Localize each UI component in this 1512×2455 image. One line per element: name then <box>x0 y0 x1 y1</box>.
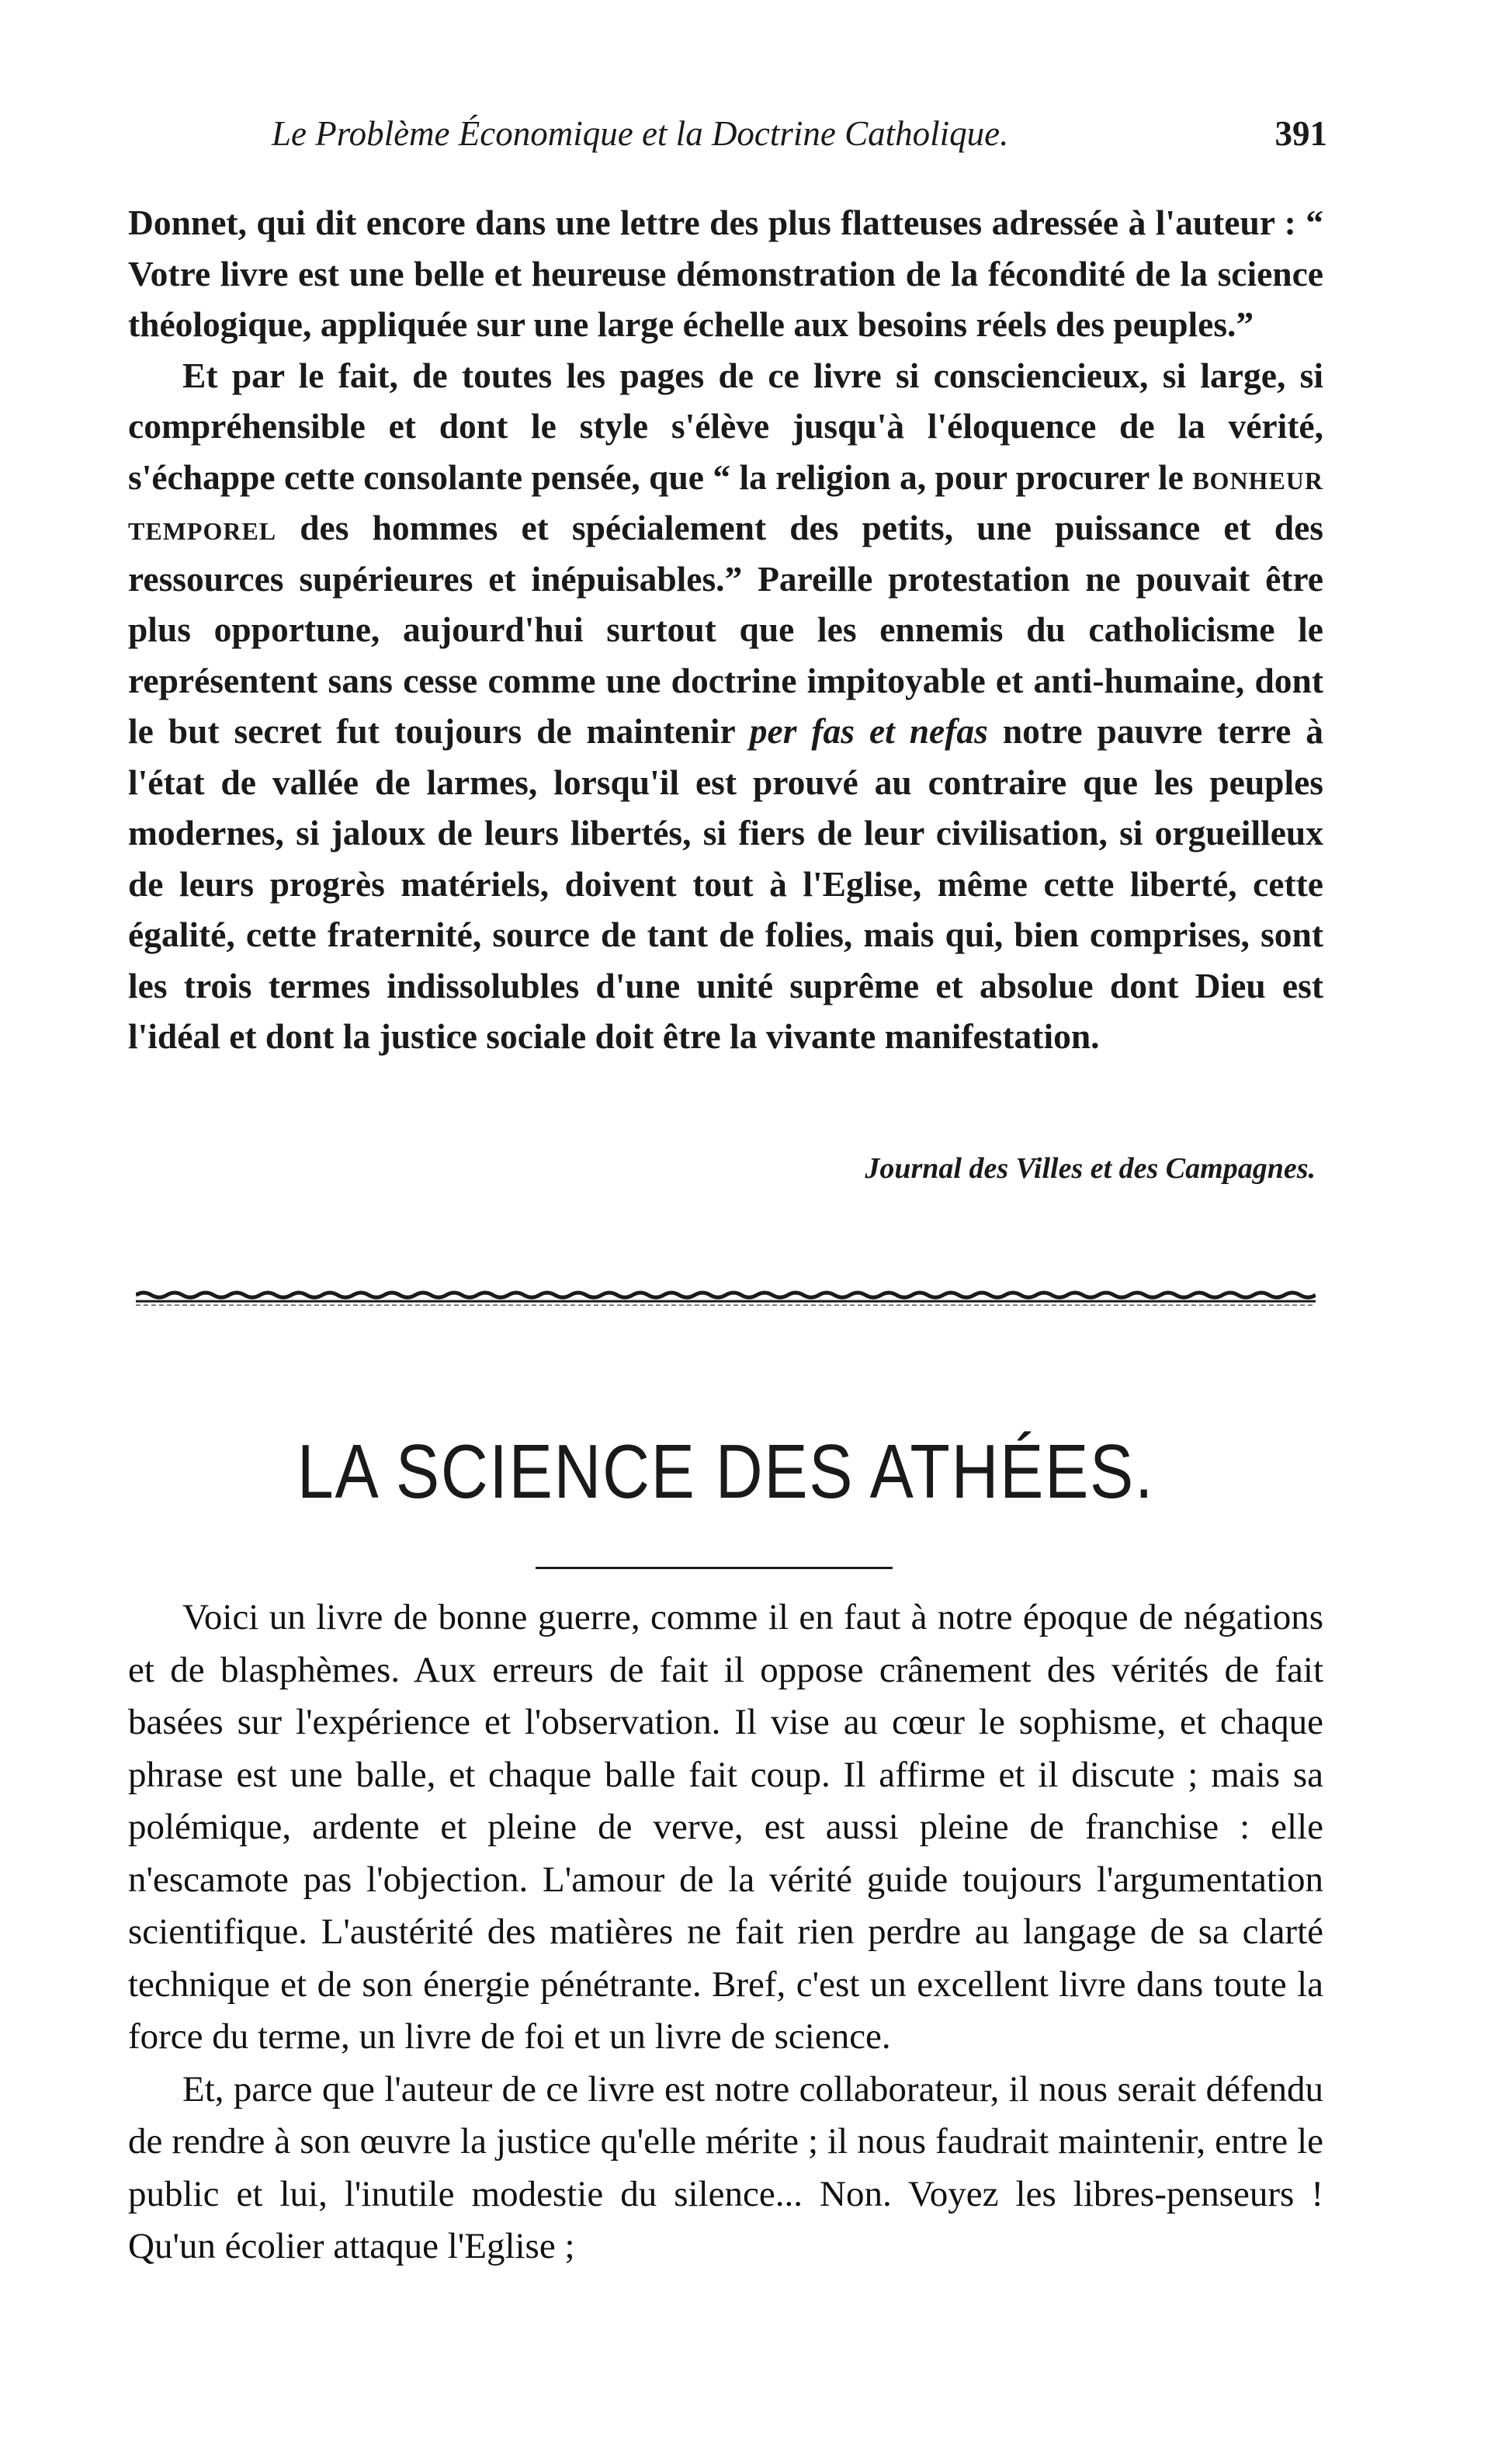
latin-phrase: per fas et nefas <box>749 711 988 751</box>
paragraph: Voici un livre de bonne guerre, comme il en faut à notre époque de négations et de blasphèmes. Aux erreurs de fait il oppose crânement des vérités de fait basées sur l'expérience et l'observation. Il vise au cœur le sophisme, et chaque phrase est une balle, et chaque balle fait coup. Il affirme et il discute ; mais sa polémique, ardente et pleine de verve, est aussi pleine de franchise : elle n'escamote pas l'objection. L'amour de la vérité guide toujours l'argumentation scientifique. L'austérité des matières ne fait rien perdre au langage de sa clarté technique et de son énergie pénétrante. Bref, c'est un excellent livre dans toute la force du terme, un livre de foi et un livre de science. <box>128 1597 1323 2057</box>
smallcaps-phrase: bonheur temporel <box>128 457 1323 547</box>
paragraph <box>128 197 1323 350</box>
ornamental-divider <box>136 1290 1316 1307</box>
paragraph-text: notre pauvre terre à l'état de vallée de larmes, lorsqu'il est prouvé au contraire que les peuples modernes, si jaloux de leurs libertés, si fiers de leur civilisation, si orgueilleux de leurs progrès matériels, doivent tout à l'Eglise, même cette liberté, cette égalité, cette fraternité, source de tant de folies, mais qui, bien comprises, sont les trois termes indissolubles d'une unité suprême et absolue dont Dieu est l'idéal et dont la justice sociale doit être la vivante manifestation. <box>128 711 1323 1056</box>
paragraph: Et, parce que l'auteur de ce livre est notre collaborateur, il nous serait défendu de rendre à son œuvre la justice qu'elle mérite ; il nous faudrait maintenir, entre le public et lui, l'inutile modestie du silence... Non. Voyez les libres-penseurs ! Qu'un écolier attaque l'Eglise ; <box>128 2068 1323 2266</box>
article-continuation <box>128 197 1323 1062</box>
paragraph-text: Et par le fait, de toutes les pages de ce livre si consciencieux, si large, si compréhensible et dont le style s'élève jusqu'à l'éloquence de la vérité, s'échappe cette consolante pensée, que “ la religion a, pour procurer le <box>128 355 1323 497</box>
running-header <box>264 109 1327 158</box>
paragraph <box>128 350 1323 1062</box>
source-signature: Journal des Villes et des Campagnes. <box>865 1152 1316 1185</box>
paragraph-text: Donnet, qui dit encore dans une lettre des plus flatteuses adressée à l'auteur : “ Votre livre est une belle et heureuse démonstration de la fécondité de la science théologique, appliquée sur une large échelle aux besoins réels des peuples.” <box>128 203 1323 344</box>
title-rule <box>536 1567 893 1569</box>
page-number: 391 <box>1274 114 1327 153</box>
section-title: LA SCIENCE DES ATHÉES. <box>297 1429 1155 1514</box>
article-body <box>128 1592 1323 2273</box>
running-title: Le Problème Économique et la Doctrine Catholique. <box>272 114 1009 153</box>
paragraph-text: des hommes et spécialement des petits, une puissance et des ressources supérieures et inépuisables.” Pareille protestation ne pouvait être plus opportune, aujourd'hui surtout que les ennemis du catholicisme le représentent sans cesse comme une doctrine impitoyable et anti-humaine, dont le but secret fut toujours de maintenir <box>128 508 1324 751</box>
